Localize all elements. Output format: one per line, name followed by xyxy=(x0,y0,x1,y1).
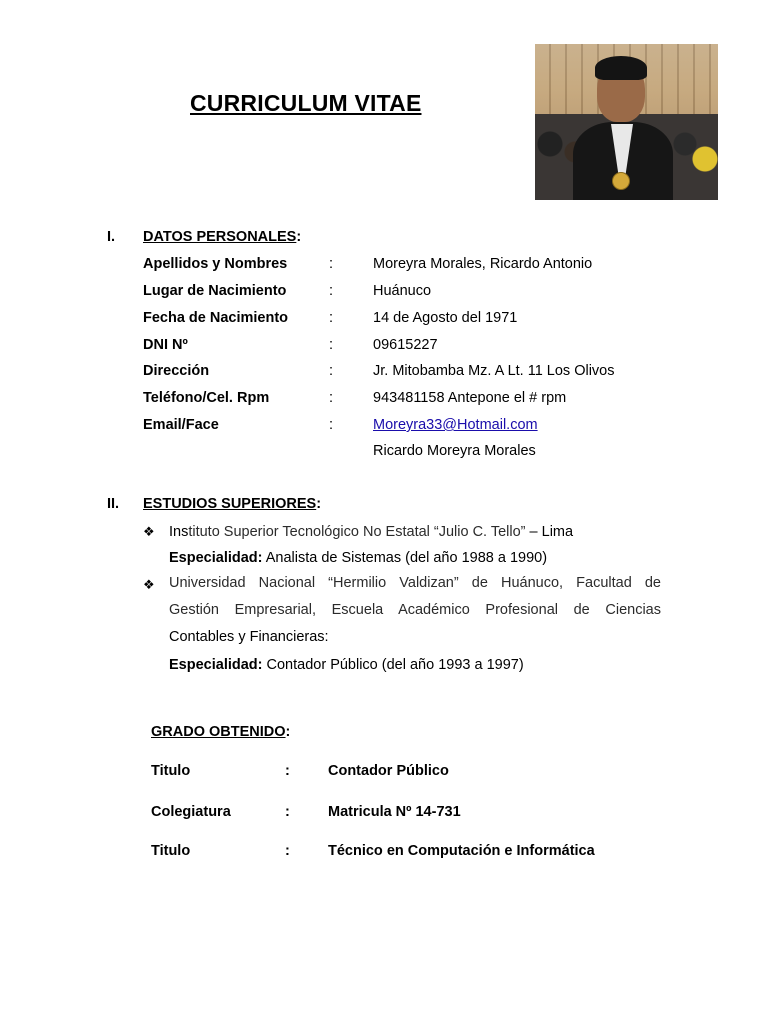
document-title: CURRICULUM VITAE xyxy=(190,90,422,116)
separator: : xyxy=(329,417,334,433)
study-specialty-2: Especialidad: Contador Público (del año 1993 a 1997) xyxy=(169,657,524,673)
label-fecha-nacimiento: Fecha de Nacimiento xyxy=(143,310,289,326)
profile-photo xyxy=(535,44,718,200)
value-direccion: Jr. Mitobamba Mz. A Lt. 11 Los Olivos xyxy=(373,363,615,379)
value-apellidos: Moreyra Morales, Ricardo Antonio xyxy=(373,256,593,272)
label-titulo-2: Titulo xyxy=(151,843,191,859)
separator: : xyxy=(285,843,290,859)
section-number: I. xyxy=(107,229,116,245)
value-dni: 09615227 xyxy=(373,337,438,353)
separator: : xyxy=(329,283,334,299)
section-heading-grado-obtenido: GRADO OBTENIDO: xyxy=(151,724,291,740)
label-colegiatura: Colegiatura xyxy=(151,804,231,820)
separator: : xyxy=(285,804,290,820)
section-heading-estudios-superiores: ESTUDIOS SUPERIORES: xyxy=(143,496,322,512)
separator: : xyxy=(329,310,334,326)
study-institution-1: Instituto Superior Tecnológico No Estatal “Julio C. Tello” – Lima xyxy=(169,524,574,540)
value-titulo-2: Técnico en Computación e Informática xyxy=(328,843,595,859)
value-titulo: Contador Público xyxy=(328,763,449,779)
label-email-face: Email/Face xyxy=(143,417,219,433)
value-telefono: 943481158 Antepone el # rpm xyxy=(373,390,567,406)
separator: : xyxy=(329,390,334,406)
separator: : xyxy=(285,763,290,779)
bullet-icon: ❖ xyxy=(143,577,155,592)
label-apellidos: Apellidos y Nombres xyxy=(143,256,288,272)
study-specialty-1: Especialidad: Analista de Sistemas (del año 1988 a 1990) xyxy=(169,550,548,566)
label-telefono: Teléfono/Cel. Rpm xyxy=(143,390,270,406)
value-colegiatura: Matricula Nº 14-731 xyxy=(328,804,461,820)
value-lugar-nacimiento: Huánuco xyxy=(373,283,432,299)
separator: : xyxy=(329,256,334,272)
value-facebook-name: Ricardo Moreyra Morales xyxy=(373,443,536,459)
section-heading-datos-personales: DATOS PERSONALES: xyxy=(143,229,302,245)
separator: : xyxy=(329,363,334,379)
email-link[interactable]: Moreyra33@Hotmail.com xyxy=(373,417,538,433)
label-direccion: Dirección xyxy=(143,363,210,379)
label-lugar-nacimiento: Lugar de Nacimiento xyxy=(143,283,287,299)
value-fecha-nacimiento: 14 de Agosto del 1971 xyxy=(373,310,518,326)
label-titulo: Titulo xyxy=(151,763,191,779)
section-number: II. xyxy=(107,496,120,512)
label-dni: DNI Nº xyxy=(143,337,188,353)
separator: : xyxy=(329,337,334,353)
study-institution-2: Universidad Nacional “Hermilio Valdizan” de Huánuco, Facultad de Gestión Empresarial, Escuela Académico Profesional de Ciencias Contables y Financieras: xyxy=(169,575,661,645)
bullet-icon: ❖ xyxy=(143,524,155,539)
